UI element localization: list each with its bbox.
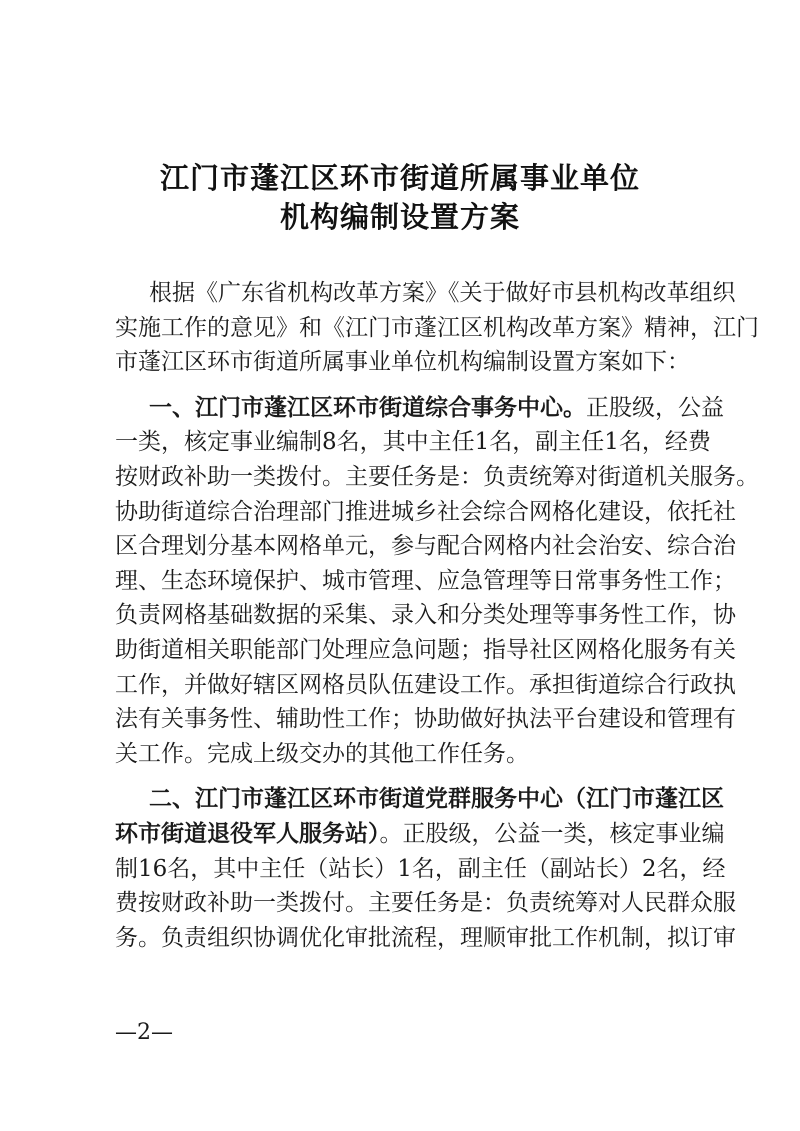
section-1-text: 正股级，公益 [586, 394, 724, 421]
intro-line: 根据《广东省机构改革方案》《关于做好市县机构改革组织 [149, 280, 736, 306]
page-number: —2— [115, 1020, 173, 1045]
paragraph-line: 费按财政补助一类拨付。主要任务是：负责统筹对人民群众服 [115, 890, 736, 917]
paragraph-line: 法有关事务性、辅助性工作；协助做好执法平台建设和管理有 [115, 706, 736, 733]
paragraph-line: 区合理划分基本网格单元，参与配合网格内社会治安、综合治 [115, 533, 736, 560]
paragraph-line: 一类，核定事业编制8名，其中主任1名，副主任1名，经费 [115, 429, 711, 456]
intro-line: 市蓬江区环市街道所属事业单位机构编制设置方案如下： [115, 349, 690, 376]
section-1-heading: 一、江门市蓬江区环市街道综合事务中心。 [149, 394, 586, 421]
section-2-text: 。正股级，公益一类，核定事业编 [379, 820, 725, 847]
paragraph-line: 协助街道综合治理部门推进城乡社会综合网格化建设，依托社 [115, 498, 736, 525]
paragraph-line: 按财政补助一类拨付。主要任务是：负责统筹对街道机关服务。 [115, 463, 759, 490]
intro-line: 实施工作的意见》和《江门市蓬江区机构改革方案》精神，江门 [115, 314, 759, 341]
paragraph-line: 关工作。完成上级交办的其他工作任务。 [115, 740, 529, 767]
section-2-heading-cont: 环市街道退役军人服务站） [115, 820, 380, 847]
paragraph-line: 制16名，其中主任（站长）1名，副主任（副站长）2名，经 [115, 855, 726, 882]
section-2-heading: 二、江门市蓬江区环市街道党群服务中心（江门市蓬江区 [149, 786, 724, 813]
document-title-line-1: 江门市蓬江区环市街道所属事业单位 [159, 161, 640, 195]
paragraph-line: 负责网格基础数据的采集、录入和分类处理等事务性工作，协 [115, 602, 736, 629]
section-1-first-line [115, 391, 724, 426]
section-2-heading-line [115, 782, 724, 817]
document-body [115, 276, 759, 955]
section-2-second-line [115, 817, 725, 852]
paragraph-line: 工作，并做好辖区网格员队伍建设工作。承担街道综合行政执 [115, 671, 736, 698]
paragraph-line: 助街道相关职能部门处理应急问题；指导社区网格化服务有关 [115, 636, 736, 663]
document-title-line-2: 机构编制设置方案 [279, 200, 520, 234]
paragraph-line: 务。负责组织协调优化审批流程，理顺审批工作机制，拟订审 [115, 924, 736, 951]
paragraph-line: 理、生态环境保护、城市管理、应急管理等日常事务性工作； [115, 567, 736, 594]
